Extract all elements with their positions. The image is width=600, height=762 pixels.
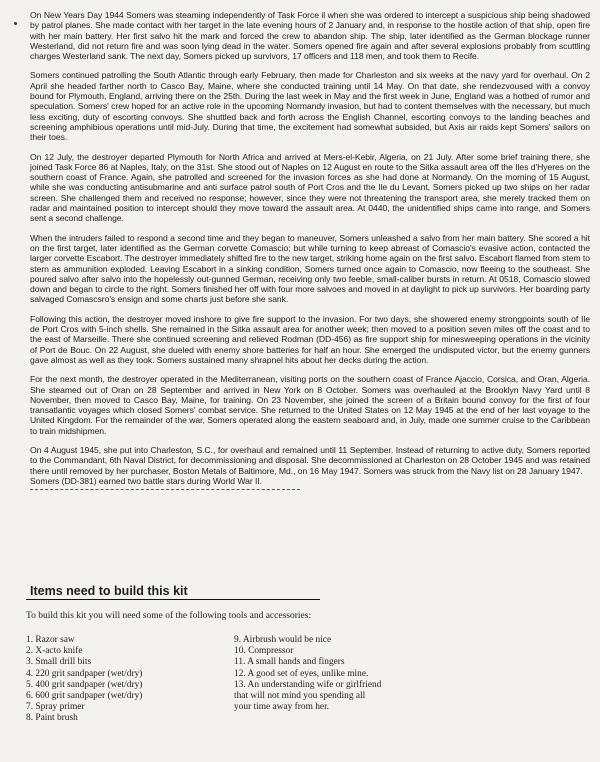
tool-item: 10. Compressor: [234, 646, 294, 657]
kit-items-section: [26, 584, 586, 724]
tool-item: 4. 220 grit sandpaper (wet/dry): [26, 668, 143, 679]
kit-intro: To build this kit you will need some of the following tools and accessories:: [26, 611, 312, 621]
tool-list-right-column: [234, 635, 434, 713]
history-paragraph-6: For the next month, the destroyer operated in the Mediterranean, visiting ports on the southern coast of France Ajaccio, Corsica, and Oran, Algeria. She steamed out of Oran on 28 September and arrived in New York on 8 October. Somers was overhauled at the Brooklyn Navy Yard until 8 November, then moved to Casco Bay, Maine, for training. On 23 November, she joined the screen of a Britain bound convoy for the first of four transatlantic voyages which closed Somers' combat service. She returned to the United States on 12 May 1945 at the end of her last voyage to the United Kingdom. For the remainder of the war, Somers operated along the eastern seaboard and, in July, made one summer cruise to the Caribbean to train midshipmen.: [30, 374, 590, 436]
tool-item: that will not mind you spending all: [234, 691, 366, 702]
tool-item: your time away from her.: [234, 702, 330, 713]
history-paragraph-1: On New Years Day 1944 Somers was steaming independently of Task Force il when she was ordered to intercept a suspicious ship being shadowed by patrol planes. She made contact with her target in the late evening hours of 2 January and, in response to the hostile action of that ship, open fire with her main battery. Her first salvo hit the mark and forced the crew to abandon ship. The ship, later identified as the German blockage runner Westerland, did not return fire and was soon lying dead in the water. Somers opened fire again and after several explosions probably from scuttling charges Westerland sank. The next day, Somers picked up survivors, 17 officers and 118 men, and took them to Recife.: [30, 10, 590, 62]
history-paragraph-2: Somers continued patrolling the South Atlantic through early February, then made for Charleston and six weeks at the navy yard for overhaul. On 2 April she headed farther north to Casco Bay, Maine, where she conducted training until 14 May. On that date, she rendezvoused with a convoy bound for Plymouth, England, arriving there on the 25th. During the last week in May and the first week in June, England was a hotbed of rumor and speculation. Somers' crew hoped for an active role in the upcoming Normandy invasion, but had to content themselves with the necessary, but much less exciting, duty of escorting convoys. She shuttled back and forth across the English Channel, escorting convoys to the landing beaches and screening amphibious operations until mid-July. During that time, the excitement had somewhat subsided, but Axis air raids kept Somers' sailors on their toes.: [30, 70, 590, 143]
tool-item: 1. Razor saw: [26, 635, 75, 645]
tool-item: 6. 600 grit sandpaper (wet/dry): [26, 691, 143, 702]
tool-item: 5. 400 grit sandpaper (wet/dry): [26, 679, 143, 690]
tool-item: 9. Airbrush would be nice: [234, 635, 332, 645]
ship-history-section: [30, 10, 590, 490]
tool-item: 7. Spray primer: [26, 702, 85, 713]
history-paragraph-7: On 4 August 1945, she put into Charleston, S.C., for overhaul and remained until 11 September. Instead of returning to active duty, Somers reported to the Commandant, 6th Naval District, for decommissioning and disposal. She decommissioned at Charleston on 28 October 1945 and was retained there until removed by her purchaser, Boston Metals of Baltimore, Md., on 16 May 1947. Somers was struck from the Navy list on 28 January 1947.: [30, 444, 590, 476]
tool-item: 11. A small hands and fingers: [234, 657, 345, 668]
tool-item: 12. A good set of eyes, unlike mine.: [234, 668, 369, 679]
tool-item: 3. Small drill bits: [26, 657, 92, 668]
kit-heading: Items need to build this kit: [26, 584, 320, 600]
battle-stars-line: Somers (DD-381) earned two battle stars during World War II.: [30, 475, 262, 486]
tool-item: 8. Paint brush: [26, 713, 78, 724]
history-paragraph-5: Following this action, the destroyer moved inshore to give fire support to the invasion. For two days, she showered enemy strongpoints south of Ile de Port Cros with 5-inch shells. She remained in the Sitka assault area for another week; then moved to a position seven miles off the coast and to the east of Marseille. There she continued screening and relieved Rodman (DD-456) as fire support ship for minesweeping operations in the vicinity of Port de Bouc. On 22 August, she dueled with enemy shore batteries for half an hour. She emerged the undisputed victor, but the enemy gunners gave almost as well as they took. Somers sustained many shrapnel hits about her decks during the action.: [30, 313, 590, 365]
history-paragraph-3: On 12 July, the destroyer departed Plymouth for North Africa and arrived at Mers-el-Kebir, Algeria, on 21 July. After some brief training there, she joined Task Force 86 at Naples, Italy, on the 31st. She stood out of Naples on 12 August en route to the Sitka assault area off the Iles d'Hyeres on the southern coast of France. Again, she patrolled and screened for the invasion forces as she had done at Normandy. On the morning of 15 August, while she was conducting antisubmarine and anti surface patrol south of Port Cros and the Ile du Levant, Somers picked up two ships on her radar screen. She challenged them and received no response; however, since they were not threatening the transport area, she merely tracked them on radar and maintained position to intercept should they move toward the assault area. At 0440, the unidentified ships came into range, and Somers sent a second challenge.: [30, 151, 590, 224]
tool-item: 13. An understanding wife or girlfriend: [234, 679, 382, 690]
dashed-divider: [30, 489, 300, 490]
tool-item: 2. X-acto knife: [26, 646, 83, 657]
scan-dot: [14, 22, 17, 25]
history-paragraph-4: When the intruders failed to respond a second time and they began to maneuver, Somers unleashed a salvo from her main battery. She scored a hit on the first target, later identified as the German corvette Comascio; but while turning to keep abreast of Comascio's evasive action, contacted the larger corvette Escabort. The destroyer immediately shifted fire to the new target, striking home again on the first salvo. Escabort flamed from stem to stern as ammunition exploded. Leaving Escabort in a sinking condition, Somers turned once again to Comascio, now fleeing to the southeast. She poured salvo after salvo into the hopelessly out-gunned German, receiving only two feeble, small-caliber bursts in return. At 0518, Comascio slowed down and began to circle to the right. Somers finished her off with four more salvoes and moved in at daylight to pick up survivors. Her boarding party salvaged Comascsro's ensign and some charts just before she sank.: [30, 232, 590, 305]
tool-list-left-column: [26, 635, 226, 725]
